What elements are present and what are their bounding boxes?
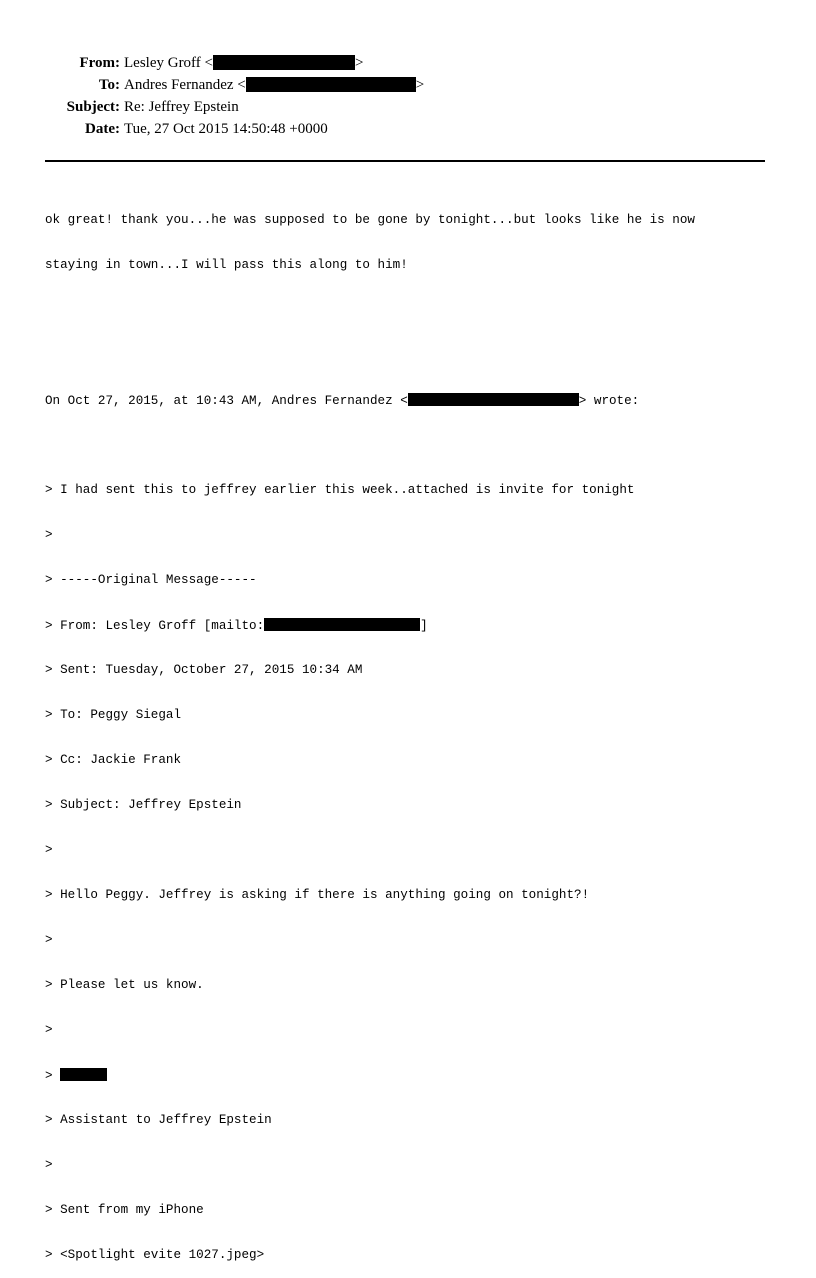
quoted-line: > [45, 1158, 53, 1172]
date-value: Tue, 27 Oct 2015 14:50:48 +0000 [124, 121, 328, 137]
body-line: staying in town...I will pass this along to him! [45, 258, 408, 272]
quoted-line: > Subject: Jeffrey Epstein [45, 798, 242, 812]
quote-intro-pre: On Oct 27, 2015, at 10:43 AM, Andres Fernandez < [45, 394, 408, 408]
quoted-line: > Cc: Jackie Frank [45, 753, 182, 767]
quoted-from-pre: > From: Lesley Groff [mailto: [45, 619, 265, 633]
attachment-line: > <Spotlight evite 1027.jpeg> [45, 1248, 265, 1262]
quoted-line: > Assistant to Jeffrey Epstein [45, 1113, 272, 1127]
redaction-box [60, 1068, 107, 1081]
redaction-box [264, 618, 420, 631]
quoted-line: > [45, 528, 53, 542]
quoted-line: > [45, 933, 53, 947]
quoted-signature-line [45, 1068, 775, 1083]
from-row [0, 52, 816, 74]
quoted-line: > Sent: Tuesday, October 27, 2015 10:34 AM [45, 663, 363, 677]
to-value [124, 74, 424, 96]
quote-intro [45, 393, 775, 408]
date-label: Date: [85, 121, 120, 137]
header-divider [45, 160, 765, 162]
quoted-line: > [45, 843, 53, 857]
quoted-line: > Sent from my iPhone [45, 1203, 204, 1217]
quoted-from-line [45, 618, 775, 633]
quoted-line: > [45, 1023, 53, 1037]
from-label: From: [79, 55, 120, 71]
quoted-from-post: ] [420, 619, 428, 633]
to-row [0, 74, 816, 96]
from-value [124, 52, 363, 74]
from-close: > [355, 55, 364, 71]
redaction-box [213, 55, 355, 70]
quote-intro-post: > wrote: [578, 394, 640, 408]
email-body [45, 183, 775, 1278]
from-name: Lesley Groff < [124, 55, 213, 71]
subject-row [0, 96, 816, 118]
spacer [45, 303, 775, 318]
quoted-line: > -----Original Message----- [45, 573, 257, 587]
to-name: Andres Fernandez < [124, 77, 246, 93]
quoted-line: > Hello Peggy. Jeffrey is asking if there is anything going on tonight?! [45, 888, 590, 902]
redaction-box [408, 393, 579, 406]
quoted-line: > To: Peggy Siegal [45, 708, 182, 722]
quoted-line: > I had sent this to jeffrey earlier this week..attached is invite for tonight [45, 483, 635, 497]
quoted-line: > Please let us know. [45, 978, 204, 992]
email-header [0, 52, 816, 140]
spacer [45, 348, 775, 363]
to-label: To: [98, 77, 120, 93]
date-row [0, 118, 816, 140]
spacer [45, 438, 775, 453]
body-line: ok great! thank you...he was supposed to be gone by tonight...but looks like he is now [45, 213, 695, 227]
subject-value: Re: Jeffrey Epstein [124, 99, 239, 115]
subject-label: Subject: [66, 99, 120, 115]
to-close: > [415, 77, 425, 93]
quoted-sig-pre: > [45, 1069, 61, 1083]
redaction-box [246, 77, 416, 92]
